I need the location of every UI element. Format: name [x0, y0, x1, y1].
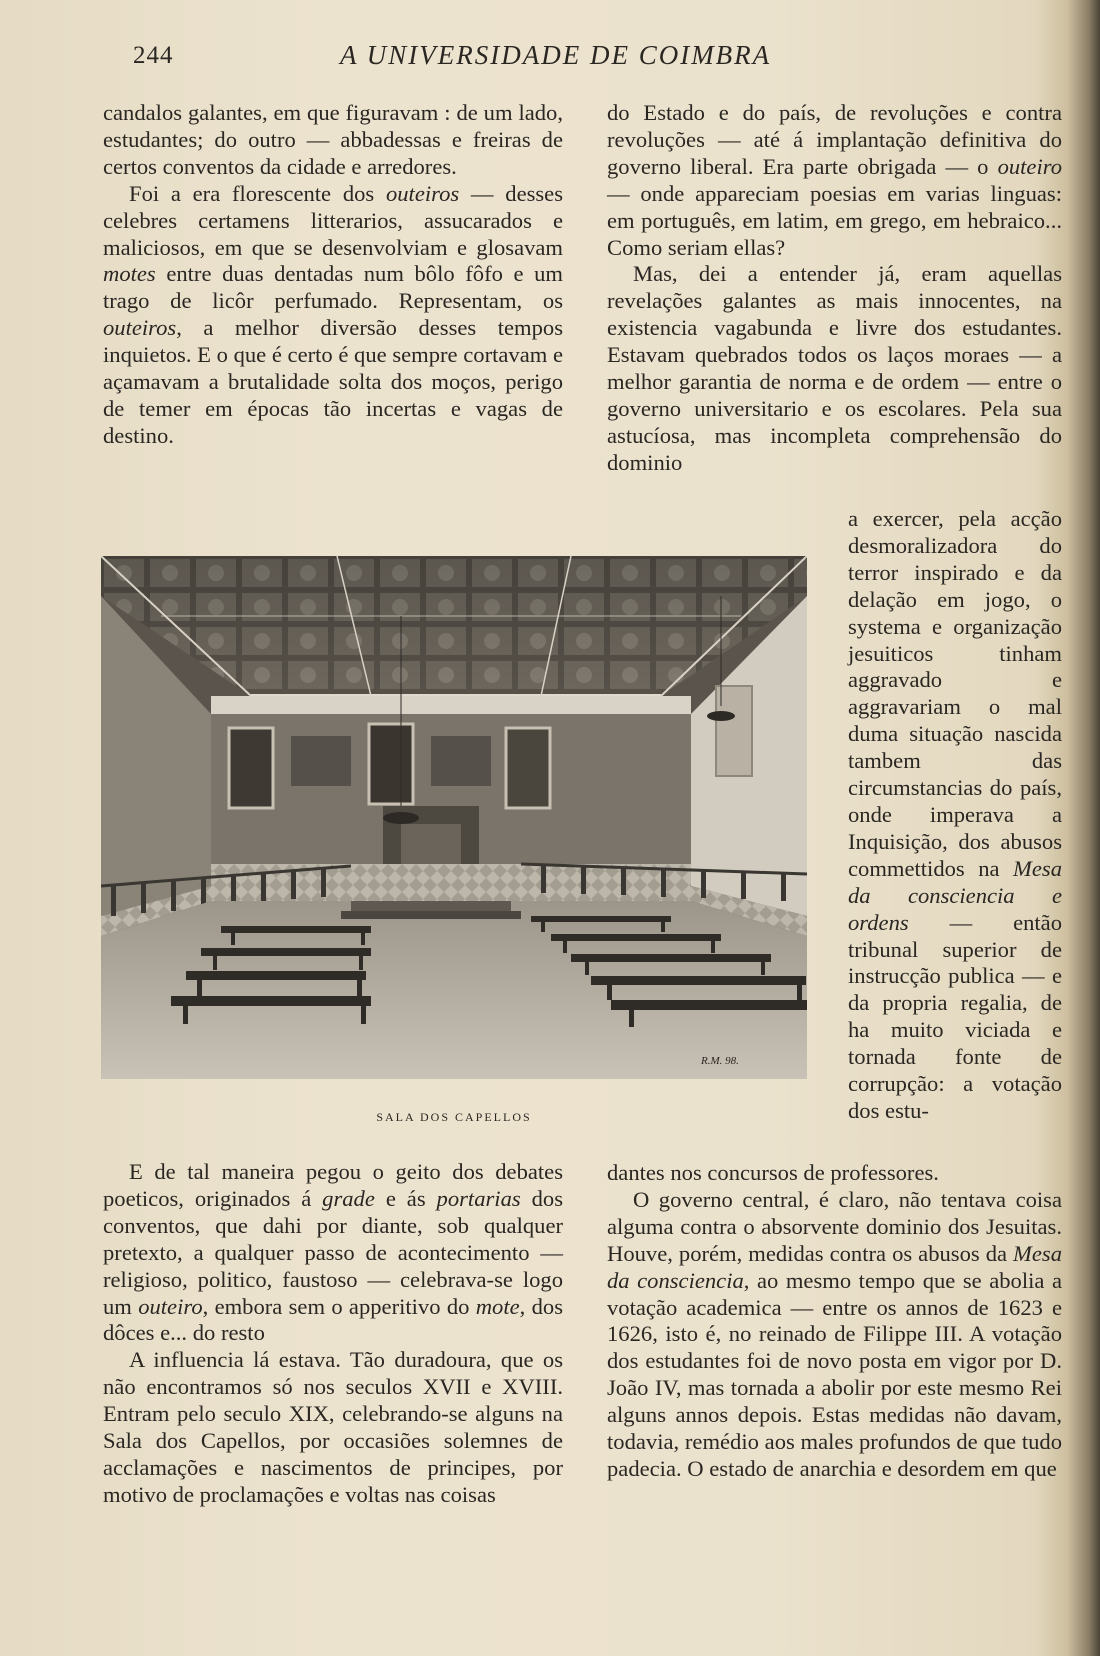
text-run: , ao mesmo tempo que se abolia a votação academica — entre os annos de 1623 e 1626, isto é, no reinado de Filippe III. A votação dos estudantes foi de novo posta em vigor por D. João IV, mas tornada a abolir por este mesmo Rei alguns annos depois. Estas medidas não davam, todavia, remédio aos males profundos de que tudo padecia. O estado de anarchia e desordem em que: [607, 1267, 1062, 1481]
text-run: , embora sem o apperitivo do: [202, 1293, 476, 1319]
italic-term: outeiros: [103, 315, 177, 341]
text-run: entre duas dentadas num bôlo fôfo e um trago de licôr perfumado. Representam, os: [103, 261, 563, 314]
italic-term: Mesa da consciencia e ordens: [848, 855, 1062, 935]
paragraph: [103, 1159, 563, 1347]
text-run: Foi a era florescente dos: [129, 180, 386, 206]
paragraph: [103, 181, 563, 450]
left-column-top: [103, 100, 563, 450]
text-run: dos conventos, que dahi por diante, sob qualquer pretexto, a qualquer passo de acontecimento — religioso, politico, faustoso — celebrava-se logo um: [103, 1185, 563, 1319]
paragraph: [848, 506, 1062, 1125]
italic-term: portarias: [436, 1185, 521, 1211]
right-column-narrow: [848, 506, 1062, 1125]
paragraph: [607, 1187, 1062, 1483]
paragraph: dantes nos concursos de professores.: [607, 1160, 939, 1185]
text-run: — onde appareciam poesias em varias linguas: em português, em latim, em grego, em hebraico... Como seriam ellas?: [607, 180, 1062, 260]
italic-term: outeiro: [138, 1293, 203, 1319]
text-run: — então tribunal superior de instrucção publica — e da propria regalia, de ha muito viciada e tornada fonte de corrupção: a votação dos estu-: [848, 909, 1062, 1123]
text-run: do Estado e do país, de revoluções e contra revoluções — até á implantação definitiva do governo liberal. Era parte obrigada — o: [607, 100, 1062, 179]
running-title: A UNIVERSIDADE DE COIMBRA: [340, 40, 772, 70]
sala-dos-capellos-photo: [101, 556, 807, 1079]
paragraph: A influencia lá estava. Tão duradoura, que os não encontramos só nos seculos XVII e XVIII. Entram pelo seculo XIX, celebrando-se alguns na Sala dos Capellos, por occasiões solemnes de acclamações e nascimentos de principes, por motivo de proclamações e voltas nas coisas: [103, 1347, 563, 1507]
text-run: , dos dôces e... do resto: [103, 1293, 563, 1346]
text-run: e ás: [374, 1185, 437, 1211]
text-run: a exercer, pela acção desmoralizadora do terror inspirado e da delação em jogo, o systema e organização jesuiticos tinham aggravado e aggravariam o mal duma situação nascida tambem das circumstancias do país, onde imperava a Inquisição, dos abusos commettidos na: [848, 506, 1062, 881]
italic-term: outeiro: [997, 153, 1062, 179]
paragraph: candalos galantes, em que figuravam : de um lado, estudantes; do outro — abbadessas e freiras de certos conventos da cidade e arredores.: [103, 100, 563, 179]
text-run: O governo central, é claro, não tentava coisa alguma contra o absorvente dominio dos Jesuitas. Houve, porém, medidas contra os abusos da: [607, 1186, 1062, 1266]
page-number: 244: [133, 42, 174, 69]
italic-term: grade: [322, 1185, 375, 1211]
italic-term: motes: [103, 261, 156, 287]
text-run: E de tal maneira pegou o geito dos debates poeticos, originados á: [103, 1159, 563, 1211]
figure-caption: SALA DOS CAPELLOS: [376, 1110, 532, 1124]
paragraph: [607, 100, 1062, 261]
right-column-top: [607, 100, 1062, 477]
left-column-bottom: [103, 1159, 563, 1509]
text-run: , a melhor diversão desses tempos inquietos. E o que é certo é que sempre cortavam e açamavam a brutalidade solta dos moços, perigo de temer em épocas tão incertas e vagas de destino.: [103, 315, 563, 448]
paragraph: Mas, dei a entender já, eram aquellas revelações galantes as mais innocentes, na existencia vagabunda e livre dos estudantes. Estavam quebrados todos os laços moraes — a melhor garantia de norma e de ordem — entre o governo universitario e os escolares. Pela sua astucíosa, mas incompleta comprehensão do dominio: [607, 261, 1062, 475]
photo-signature: R.M. 98.: [701, 1055, 739, 1067]
italic-term: outeiros: [385, 180, 460, 206]
italic-term: mote: [475, 1293, 520, 1319]
italic-term: Mesa da consciencia: [607, 1240, 1062, 1293]
right-column-bottom: [607, 1160, 1062, 1483]
text-run: — desses celebres certamens litterarios, assucarados e maliciosos, em que se desenvolviam e glosavam: [103, 180, 563, 260]
